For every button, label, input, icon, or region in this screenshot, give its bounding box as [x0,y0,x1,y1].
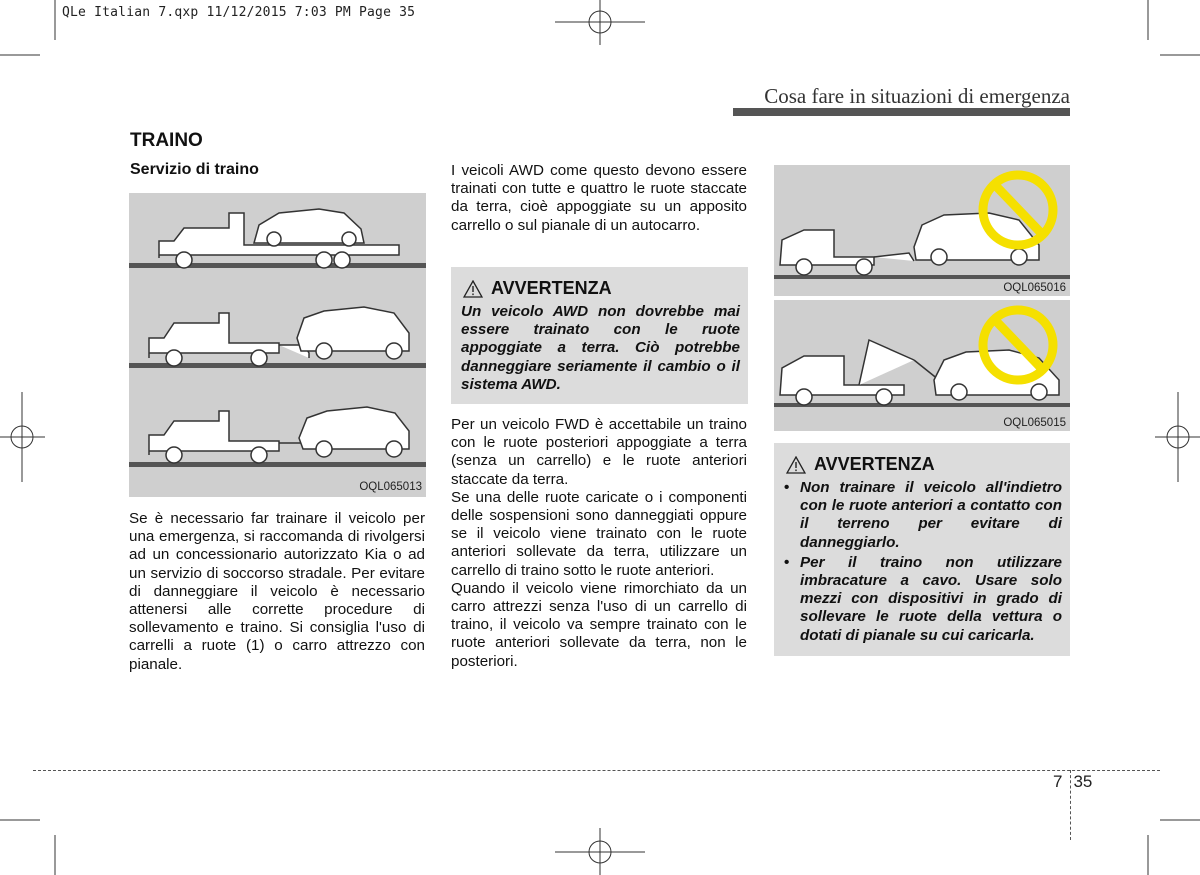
column-2-bottom [451,416,747,671]
damaged-wheels-paragraph: Se una delle ruote caricate o i componenti delle sospensioni sono danneggiati oppure se il veicolo viene trainato con le ruote anteriori sollevate da terra, utilizzare un carrello di traino sotto le ruote anteriori. [451,488,747,579]
warning-title [463,278,612,299]
fwd-paragraph: Per un veicolo FWD è accettabile un traino con le ruote posteriori appoggiate a terra (senza un carrello) e le ruote anteriori staccate da terra. [451,416,747,488]
warning-triangle-icon [463,280,483,298]
figure-code: OQL065015 [1003,417,1066,429]
warning-triangle-icon [786,456,806,474]
prohibited-towing-figure-1 [774,165,1070,296]
print-slug: QLe Italian 7.qxp 11/12/2015 7:03 PM Page 35 [62,5,416,20]
tow-truck-paragraph: Quando il veicolo viene rimorchiato da un carro attrezzi senza l'uso di un carrello di traino, il veicolo va sempre trainato con le ruote anteriori sollevate da terra, non le posteriori. [451,579,747,670]
towing-illustration-rear-up [774,165,1070,296]
column-2-top [451,162,747,235]
warning-list [784,479,1062,645]
header-rule [733,108,1070,116]
page-number-value: 35 [1073,772,1093,791]
prohibited-towing-figure-2 [774,300,1070,431]
towing-service-paragraph: Se è necessario far trainare il veicolo per una emergenza, si raccomanda di rivolgersi ad un concessionario autorizzato Kia o ad un servizio di soccorso stradale. Per evitare di danneggiare il veicolo è necessario attenersi alle corrette procedure di sollevamento e traino. Si consiglia l'uso di carrelli a ruote (1) o carro attrezzo con pianale. [129,510,425,673]
figure-code: OQL065016 [1003,282,1066,294]
footer-dotted-rule [33,770,1160,771]
towing-illustration-cable [774,300,1070,431]
running-head: Cosa fare in situazioni di emergenza [764,84,1070,108]
figure-code: OQL065013 [359,481,422,493]
warning-title-text: AVVERTENZA [491,278,612,298]
subsection-title: Servizio di traino [130,161,259,178]
awd-paragraph: I veicoli AWD come questo devono essere trainati con tutte e quattro le ruote staccate da terra, cioè appoggiate su un apposito carrello o sul pianale di un autocarro. [451,162,747,234]
section-title: TRAINO [130,130,203,151]
towing-methods-figure [129,193,426,497]
chapter-number: 7 [1053,772,1063,791]
warning-title-text: AVVERTENZA [814,454,935,474]
warning-item: • Per il traino non utilizzare imbracature a cavo. Usare solo mezzi con dispositivi in grado di sollevare le ruote della vettura o dotati di pianale su cui caricarla. [784,554,1062,645]
warning-box-towing [774,443,1070,656]
warning-text: Un veicolo AWD non dovrebbe mai essere trainato con le ruote appoggiate a terra. Ciò potrebbe danneggiare seriamente il cambio o il sistema AWD. [461,303,740,393]
page-number [1053,772,1092,792]
column-1 [129,510,425,674]
warning-item: • Non trainare il veicolo all'indietro con le ruote anteriori a contatto con il terreno per evitare di danneggiarlo. [784,479,1062,552]
towing-illustration [129,193,426,497]
warning-title [786,454,935,475]
warning-box-awd [451,267,748,404]
